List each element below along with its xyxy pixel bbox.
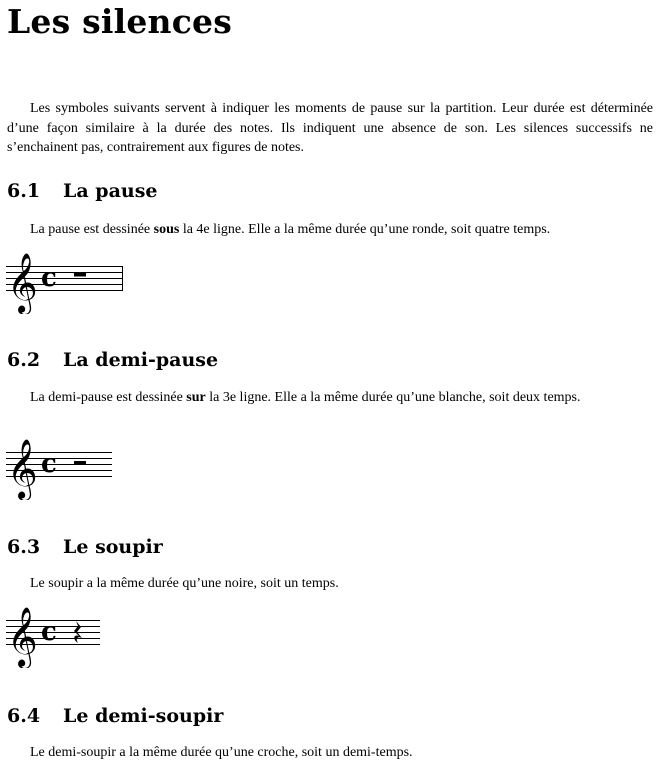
section-title: La pause xyxy=(63,180,158,202)
bold-word: sous xyxy=(153,222,180,237)
half-rest-icon xyxy=(74,461,86,465)
section-text: Le soupir a la même durée qu’une noire, soit un temps. xyxy=(30,576,339,591)
section-heading xyxy=(7,349,218,371)
section-heading xyxy=(7,536,163,558)
treble-clef-icon: 𝄞 xyxy=(7,439,38,499)
section-number: 6.4 xyxy=(7,705,41,727)
section-heading xyxy=(7,180,157,202)
common-time-icon: c xyxy=(41,263,57,293)
section-text: Le demi-soupir a la même durée qu’une croche, soit un demi-temps. xyxy=(30,745,413,760)
common-time-icon: c xyxy=(41,449,57,479)
treble-clef-icon: 𝄞 xyxy=(7,607,38,667)
treble-clef-icon: 𝄞 xyxy=(7,253,38,313)
bold-word: sur xyxy=(186,390,206,405)
chapter-title: Les silences xyxy=(7,2,232,41)
section-text: La demi-pause est dessinée sur la 3e ligne. Elle a la même durée qu’une blanche, soit deux temps. xyxy=(30,390,581,405)
common-time-icon: c xyxy=(41,617,57,647)
whole-rest-icon xyxy=(74,273,86,277)
section-title: Le soupir xyxy=(63,536,163,558)
section-number: 6.3 xyxy=(7,536,41,558)
section-number: 6.2 xyxy=(7,349,41,371)
staff-pause xyxy=(6,248,126,314)
intro-paragraph: Les symboles suivants servent à indiquer les moments de pause sur la partition. Leur durée est déterminée d’une façon similaire à la durée des notes. Ils indiquent une absence de son. Les silences successifs ne s’enchainent pas, contrairement aux figures de notes. xyxy=(7,101,653,155)
staff-demi-pause xyxy=(6,434,116,500)
section-text: La pause est dessinée sous la 4e ligne. Elle a la même durée qu’une ronde, soit quatre temps. xyxy=(30,222,551,237)
staff-soupir xyxy=(6,602,106,668)
section-heading xyxy=(7,705,223,727)
section-title: La demi-pause xyxy=(63,349,219,371)
section-number: 6.1 xyxy=(7,180,41,202)
section-title: Le demi-soupir xyxy=(63,705,224,727)
